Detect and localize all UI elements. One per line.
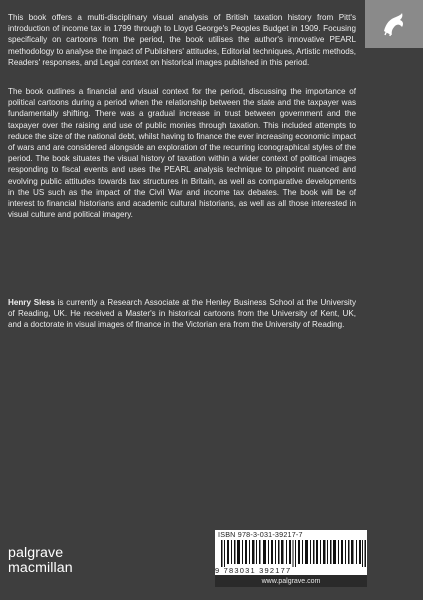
author-name: Henry Sless	[8, 298, 55, 307]
publisher-line-2: macmillan	[8, 560, 73, 576]
publisher-line-1: palgrave	[8, 545, 64, 561]
publisher-url: www.palgrave.com	[215, 575, 367, 587]
blurb-paragraph-2: The book outlines a financial and visual context for the period, discussing the importance of political cartoons during a period when the relationship between the state and the taxpayer was fundamentally shifting. There was a gradual increase in trust between government and the taxpayer over the raising and use of public monies through taxation. This included attempts to reduce the size of the national debt, whilst having to finance the ever increasing economic impact of wars and are considered alongside an exploration of the recurring iconographical styles of the period. The book situates the visual history of taxation within a wider context of political images responding to fiscal events and uses the PEARL analysis technique to pinpoint nuanced and evolving public attitudes towards tax structures in Britain, as well as comparative developments in the US such as the impact of the Civil War and income tax debates. The book will be of interest to financial historians and academic cultural historians, as well as all those interested in visual culture and political imagery.	[8, 87, 356, 220]
blurb-paragraph-1: This book offers a multi-disciplinary visual analysis of British taxation history from Pitt's introduction of income tax in 1799 through to Lloyd George's Peoples Budget in 1909. Focusing specifically on cartoons from the period, the book utilises the author's innovative PEARL methodology to analyse the impact of Publishers' attitudes, Editorial techniques, Artistic methods, Readers' responses, and Legal context on historical images published in this period.	[8, 13, 356, 67]
springer-horse-logo-icon	[378, 9, 408, 39]
isbn-text: ISBN 978-3-031-39217-7	[218, 530, 303, 539]
barcode-bars	[221, 540, 366, 567]
palgrave-macmillan-logo	[8, 546, 73, 576]
barcode-digits: 9 783031 392177	[215, 566, 292, 575]
author-bio-text: is currently a Research Associate at the Henley Business School at the University of Reading, UK. He received a Master's in historical cartoons from the University of Kent, UK, and a doctorate in visual images of finance in the Victorian era from the University of Reading.	[8, 298, 356, 330]
springer-logo-box	[365, 0, 423, 48]
author-bio	[8, 297, 356, 331]
